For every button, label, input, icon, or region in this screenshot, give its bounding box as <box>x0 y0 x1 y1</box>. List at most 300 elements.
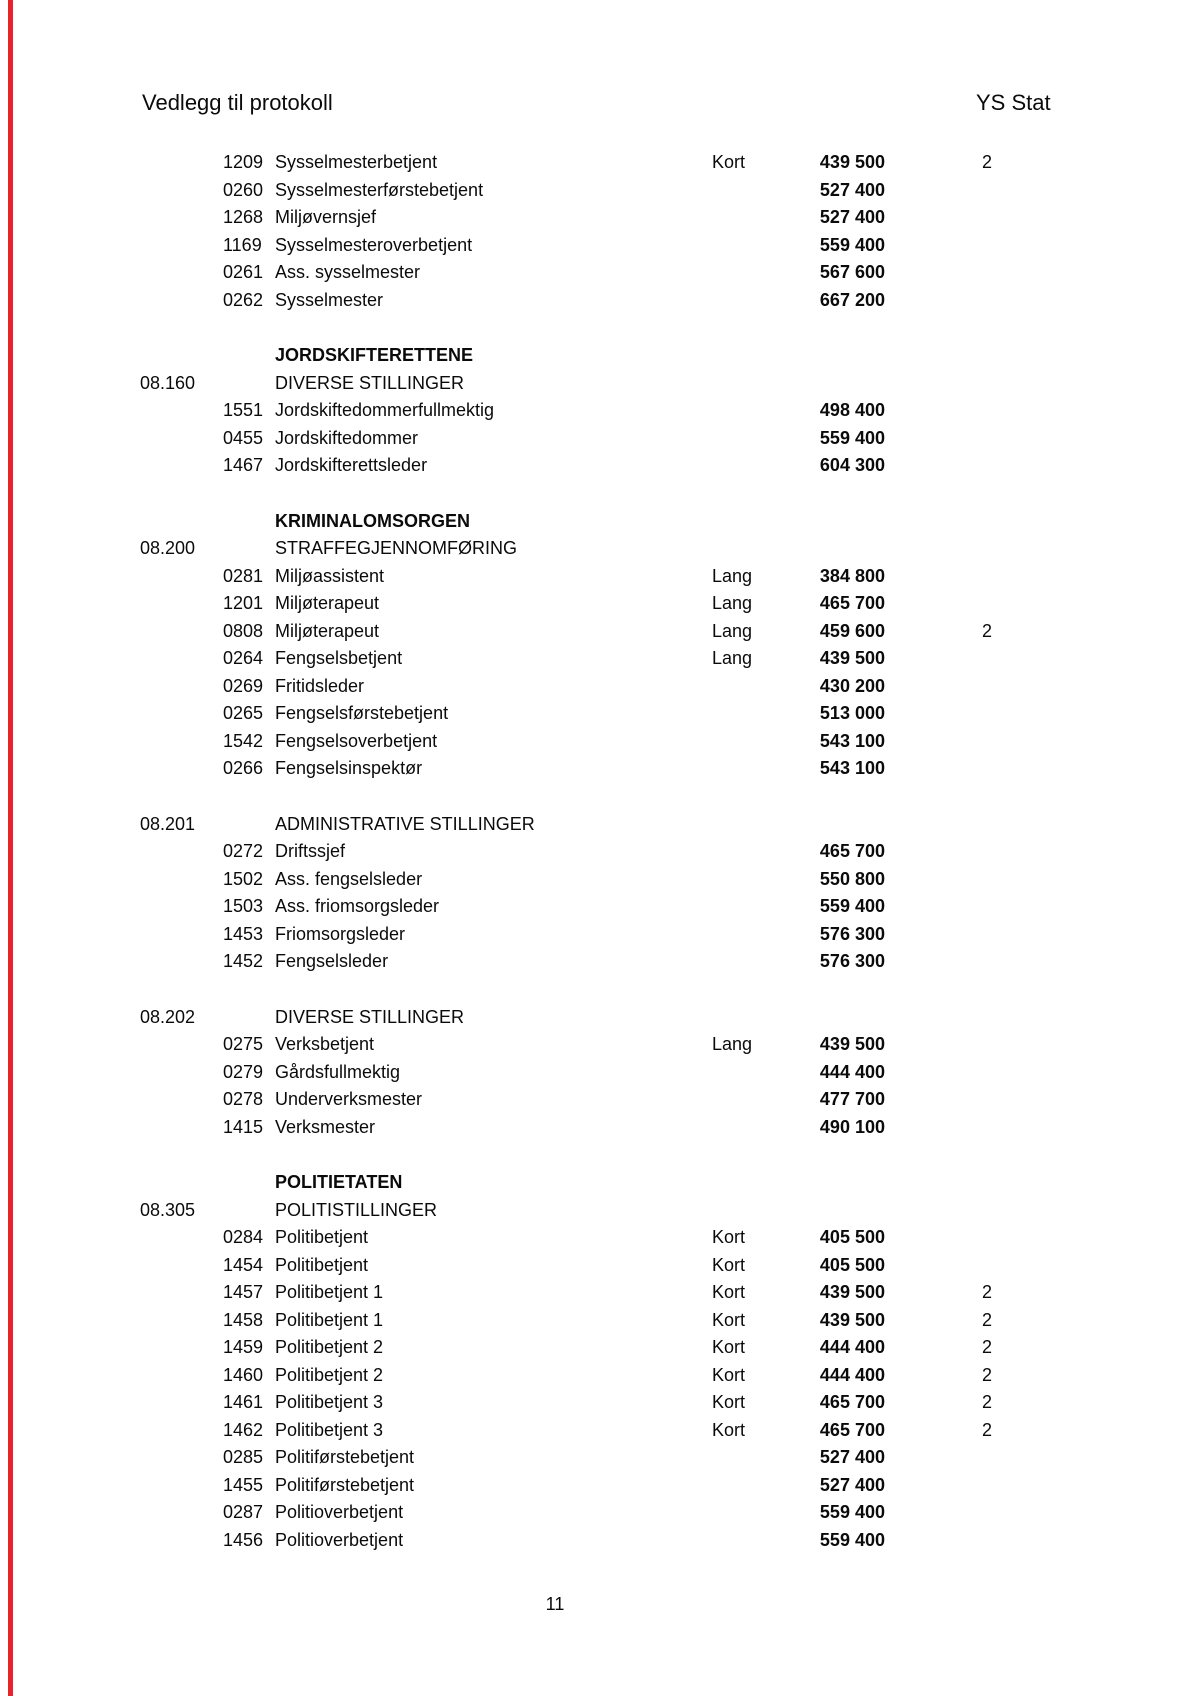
section-code-cell <box>140 452 223 480</box>
salary-amount: 465 700 <box>819 593 885 613</box>
table-row <box>140 259 1100 287</box>
section-heading: KRIMINALOMSORGEN <box>275 510 470 531</box>
position-code: 1462 <box>223 1419 264 1440</box>
position-code: 1461 <box>223 1392 264 1412</box>
note-value <box>885 204 992 232</box>
note-value <box>885 1499 992 1527</box>
tariff-type <box>712 177 770 205</box>
note-value <box>885 177 992 205</box>
salary-amount: 559 400 <box>819 1502 885 1522</box>
section-code-cell <box>140 866 223 894</box>
tariff-type <box>712 259 770 287</box>
position-code-cell <box>223 370 275 398</box>
position-title: Miljøterapeut <box>275 593 380 613</box>
note-value: 2 <box>981 1364 992 1385</box>
table-row <box>140 1527 1100 1555</box>
position-code: 0279 <box>223 1061 264 1082</box>
position-title: Fengselsinspektør <box>275 758 423 778</box>
position-title: Politiførstebetjent <box>275 1474 415 1495</box>
salary-amount: 513 000 <box>819 703 885 723</box>
position-code: 0285 <box>223 1447 264 1467</box>
position-title: Sysselmesterførstebetjent <box>275 179 484 200</box>
page-footer <box>0 1594 1110 1615</box>
tariff-type: Kort <box>712 1337 746 1357</box>
section-subheading: DIVERSE STILLINGER <box>275 372 465 393</box>
section-code-cell <box>140 177 223 205</box>
position-code-cell <box>223 1169 275 1197</box>
table-row <box>140 893 1100 921</box>
table-row <box>140 1444 1100 1472</box>
position-title: Fengselsleder <box>275 951 389 971</box>
tariff-type <box>712 1059 770 1087</box>
section-code-cell <box>140 948 223 976</box>
table-row <box>140 1086 1100 1114</box>
position-title: Jordskifterettsleder <box>275 455 428 475</box>
section-subheading-row <box>140 370 1100 398</box>
salary-amount: 439 500 <box>819 152 885 172</box>
position-title: Politibetjent 2 <box>275 1364 384 1385</box>
table-row <box>140 1499 1100 1527</box>
position-code: 0260 <box>223 179 264 200</box>
position-title: Politiførstebetjent <box>275 1447 415 1467</box>
section-code-cell <box>140 1279 223 1307</box>
position-code: 0287 <box>223 1502 264 1522</box>
table-section <box>140 342 1100 480</box>
salary-amount: 439 500 <box>819 1282 885 1302</box>
salary-amount: 384 800 <box>819 565 885 586</box>
position-code: 1503 <box>223 896 264 916</box>
table-row <box>140 177 1100 205</box>
tariff-type: Kort <box>712 1364 746 1385</box>
note-value: 2 <box>981 1392 992 1412</box>
note-value <box>885 452 992 480</box>
position-code: 1551 <box>223 400 264 420</box>
note-value <box>885 590 992 618</box>
position-code-cell <box>223 1004 275 1032</box>
table-row <box>140 1417 1100 1445</box>
section-code-cell <box>140 645 223 673</box>
table-row <box>140 1031 1100 1059</box>
page-number: 11 <box>545 1594 565 1614</box>
position-code-cell <box>223 1197 275 1225</box>
position-code: 1453 <box>223 923 264 944</box>
table-row <box>140 1114 1100 1142</box>
table-row <box>140 1334 1100 1362</box>
salary-amount: 559 400 <box>819 896 885 916</box>
section-code-cell <box>140 259 223 287</box>
tariff-type: Kort <box>712 1282 746 1302</box>
table-section <box>140 1169 1100 1554</box>
table-section <box>140 149 1100 314</box>
salary-amount: 444 400 <box>819 1061 885 1082</box>
tariff-type: Kort <box>712 1227 746 1247</box>
position-title: Sysselmesterbetjent <box>275 152 438 172</box>
table-row <box>140 1224 1100 1252</box>
position-title: Jordskiftedommerfullmektig <box>275 400 495 420</box>
position-code: 1454 <box>223 1254 264 1275</box>
section-code-cell <box>140 838 223 866</box>
note-value <box>885 1059 992 1087</box>
section-code-cell <box>140 287 223 315</box>
tariff-type <box>712 728 770 756</box>
section-code-cell <box>140 1059 223 1087</box>
position-code: 1169 <box>223 234 262 255</box>
note-value <box>885 948 992 976</box>
position-title: Politibetjent 2 <box>275 1337 384 1357</box>
note-value: 2 <box>981 1419 992 1440</box>
table-row <box>140 563 1100 591</box>
note-value <box>885 838 992 866</box>
table-row <box>140 838 1100 866</box>
position-title: Miljøassistent <box>275 565 385 586</box>
section-code-cell <box>140 204 223 232</box>
section-code-cell <box>140 563 223 591</box>
section-code-cell <box>140 1362 223 1390</box>
section-code: 08.201 <box>140 813 196 834</box>
position-code: 0808 <box>223 620 264 641</box>
salary-amount: 527 400 <box>819 1474 885 1495</box>
section-code-cell <box>140 1252 223 1280</box>
table-row <box>140 1059 1100 1087</box>
salary-amount: 405 500 <box>819 1254 885 1275</box>
position-title: Fengselsoverbetjent <box>275 730 438 751</box>
note-value: 2 <box>981 1337 992 1357</box>
tariff-type <box>712 1499 770 1527</box>
note-value <box>885 259 992 287</box>
section-code-cell <box>140 1444 223 1472</box>
salary-amount: 550 800 <box>819 868 885 889</box>
note-value <box>885 287 992 315</box>
note-value <box>885 1086 992 1114</box>
tariff-type <box>712 204 770 232</box>
salary-amount: 576 300 <box>819 951 885 971</box>
table-row <box>140 590 1100 618</box>
table-row <box>140 149 1100 177</box>
salary-amount: 430 200 <box>819 675 885 696</box>
tariff-type <box>712 921 770 949</box>
position-title: Fengselsførstebetjent <box>275 703 449 723</box>
position-code: 0266 <box>223 758 264 778</box>
salary-amount: 559 400 <box>819 1529 885 1550</box>
note-value <box>885 921 992 949</box>
table-row <box>140 425 1100 453</box>
table-section <box>140 508 1100 783</box>
table-row <box>140 921 1100 949</box>
table-row <box>140 287 1100 315</box>
position-title: Ass. fengselsleder <box>275 868 423 889</box>
section-heading: POLITIETATEN <box>275 1172 403 1192</box>
position-title: Politioverbetjent <box>275 1529 404 1550</box>
position-title: Fengselsbetjent <box>275 648 403 668</box>
position-code: 1467 <box>223 455 264 475</box>
salary-amount: 439 500 <box>819 1034 885 1054</box>
tariff-type <box>712 397 770 425</box>
note-value <box>885 893 992 921</box>
salary-amount: 465 700 <box>819 1419 885 1440</box>
tariff-type: Kort <box>712 1419 746 1440</box>
section-subheading-row <box>140 811 1100 839</box>
position-code: 1458 <box>223 1309 264 1330</box>
table-row <box>140 452 1100 480</box>
tariff-type <box>712 673 770 701</box>
salary-amount: 439 500 <box>819 648 885 668</box>
tariff-type: Kort <box>712 1309 746 1330</box>
position-title: Friomsorgsleder <box>275 923 406 944</box>
table-row <box>140 1279 1100 1307</box>
position-title: Politibetjent 1 <box>275 1309 384 1330</box>
section-subheading: DIVERSE STILLINGER <box>275 1006 465 1027</box>
table-row <box>140 1252 1100 1280</box>
section-heading: JORDSKIFTERETTENE <box>275 345 474 365</box>
section-heading-row <box>140 342 1100 370</box>
position-title: Driftssjef <box>275 841 346 861</box>
salary-amount: 559 400 <box>819 427 885 448</box>
tariff-type <box>712 893 770 921</box>
note-value <box>885 232 992 260</box>
salary-amount: 527 400 <box>819 207 885 227</box>
position-title: Verksbetjent <box>275 1034 375 1054</box>
position-title: Politibetjent 1 <box>275 1282 384 1302</box>
section-code: 08.200 <box>140 538 196 558</box>
salary-amount: 465 700 <box>819 1392 885 1412</box>
tariff-type <box>712 866 770 894</box>
section-code-cell <box>140 1114 223 1142</box>
table-row <box>140 232 1100 260</box>
position-code-cell <box>223 508 275 536</box>
position-title: Ass. sysselmester <box>275 262 421 282</box>
section-code-cell <box>140 893 223 921</box>
table-row <box>140 700 1100 728</box>
tariff-type <box>712 700 770 728</box>
table-row <box>140 1472 1100 1500</box>
salary-amount: 444 400 <box>819 1364 885 1385</box>
table-row <box>140 866 1100 894</box>
note-value <box>885 1031 992 1059</box>
position-title: Underverksmester <box>275 1089 423 1109</box>
section-code-cell <box>140 1086 223 1114</box>
position-code: 1457 <box>223 1282 264 1302</box>
section-code-cell <box>140 508 223 536</box>
position-title: Politibetjent 3 <box>275 1419 384 1440</box>
salary-amount: 604 300 <box>819 455 885 475</box>
tariff-type: Lang <box>712 648 753 668</box>
left-margin-stripe <box>8 0 13 1696</box>
tariff-type: Lang <box>712 565 753 586</box>
position-title: Politioverbetjent <box>275 1502 404 1522</box>
salary-amount: 490 100 <box>819 1116 885 1137</box>
position-code: 0284 <box>223 1227 264 1247</box>
position-title: Politibetjent <box>275 1254 369 1275</box>
position-code: 1460 <box>223 1364 264 1385</box>
tariff-type <box>712 1444 770 1472</box>
section-heading-row <box>140 508 1100 536</box>
position-code: 0265 <box>223 703 264 723</box>
position-code: 0261 <box>223 262 264 282</box>
section-subheading-row <box>140 1197 1100 1225</box>
section-code: 08.305 <box>140 1199 196 1220</box>
table-row <box>140 1389 1100 1417</box>
note-value <box>885 1444 992 1472</box>
section-subheading: ADMINISTRATIVE STILLINGER <box>275 813 535 834</box>
position-code: 0281 <box>223 565 264 586</box>
section-code-cell <box>140 590 223 618</box>
section-code-cell <box>140 1527 223 1555</box>
table-section <box>140 811 1100 976</box>
tariff-type <box>712 1086 770 1114</box>
salary-amount: 439 500 <box>819 1309 885 1330</box>
document-header-org: YS Stat <box>976 90 1051 115</box>
section-code: 08.160 <box>140 372 196 393</box>
table-row <box>140 204 1100 232</box>
section-heading-row <box>140 1169 1100 1197</box>
table-row <box>140 1307 1100 1335</box>
position-title: Ass. friomsorgsleder <box>275 896 440 916</box>
position-code-cell <box>223 342 275 370</box>
section-code-cell <box>140 342 223 370</box>
section-code-cell <box>140 149 223 177</box>
note-value <box>885 397 992 425</box>
section-code-cell <box>140 1169 223 1197</box>
tariff-type <box>712 232 770 260</box>
salary-amount: 543 100 <box>819 758 885 778</box>
position-code: 1201 <box>223 593 264 613</box>
section-subheading-row <box>140 535 1100 563</box>
section-subheading-row <box>140 1004 1100 1032</box>
note-value <box>885 755 992 783</box>
salary-amount: 498 400 <box>819 400 885 420</box>
section-code-cell <box>140 1389 223 1417</box>
note-value <box>885 673 992 701</box>
position-code: 1459 <box>223 1337 264 1357</box>
note-value <box>885 1527 992 1555</box>
table-row <box>140 673 1100 701</box>
position-code: 0269 <box>223 675 264 696</box>
section-code-cell <box>140 673 223 701</box>
tariff-type <box>712 1114 770 1142</box>
note-value: 2 <box>981 1282 992 1302</box>
note-value <box>885 563 992 591</box>
salary-amount: 576 300 <box>819 923 885 944</box>
position-code: 1268 <box>223 207 264 227</box>
table-row <box>140 1362 1100 1390</box>
document-header-title: Vedlegg til protokoll <box>142 90 333 115</box>
section-code: 08.202 <box>140 1006 196 1027</box>
table-row <box>140 645 1100 673</box>
note-value <box>885 1472 992 1500</box>
position-code-cell <box>223 811 275 839</box>
section-code-cell <box>140 397 223 425</box>
position-code: 1452 <box>223 951 264 971</box>
section-code-cell <box>140 921 223 949</box>
position-code: 0264 <box>223 648 264 668</box>
position-code: 1456 <box>223 1529 264 1550</box>
tariff-type: Lang <box>712 1034 753 1054</box>
section-code-cell <box>140 425 223 453</box>
section-code-cell <box>140 1031 223 1059</box>
position-title: Sysselmesteroverbetjent <box>275 234 473 255</box>
tariff-type: Kort <box>712 1254 746 1275</box>
section-code-cell <box>140 618 223 646</box>
tariff-type <box>712 838 770 866</box>
position-code: 0272 <box>223 841 264 861</box>
position-title: Jordskiftedommer <box>275 427 419 448</box>
note-value <box>885 1114 992 1142</box>
salary-amount: 477 700 <box>819 1089 885 1109</box>
section-subheading: STRAFFEGJENNOMFØRING <box>275 538 517 558</box>
tariff-type: Kort <box>712 1392 746 1412</box>
note-value <box>885 1252 992 1280</box>
salary-amount: 459 600 <box>819 620 885 641</box>
section-code-cell <box>140 1417 223 1445</box>
salary-table <box>140 149 1100 1554</box>
position-code: 1542 <box>223 730 264 751</box>
tariff-type <box>712 425 770 453</box>
position-title: Verksmester <box>275 1116 376 1137</box>
section-code-cell <box>140 728 223 756</box>
salary-amount: 465 700 <box>819 841 885 861</box>
note-value <box>885 645 992 673</box>
position-code: 0262 <box>223 289 264 310</box>
tariff-type <box>712 948 770 976</box>
position-title: Gårdsfullmektig <box>275 1061 401 1082</box>
position-code: 0455 <box>223 427 264 448</box>
section-code-cell <box>140 1224 223 1252</box>
table-row <box>140 397 1100 425</box>
tariff-type <box>712 1472 770 1500</box>
tariff-type: Kort <box>712 152 746 172</box>
position-title: Miljøterapeut <box>275 620 380 641</box>
position-code: 1455 <box>223 1474 264 1495</box>
salary-amount: 527 400 <box>819 1447 885 1467</box>
section-code-cell <box>140 1472 223 1500</box>
note-value: 2 <box>981 1309 992 1330</box>
position-title: Politibetjent <box>275 1227 369 1247</box>
section-code-cell <box>140 700 223 728</box>
section-subheading: POLITISTILLINGER <box>275 1199 438 1220</box>
note-value: 2 <box>981 152 992 172</box>
position-code: 1415 <box>223 1116 264 1137</box>
salary-amount: 543 100 <box>819 730 885 751</box>
section-code-cell <box>140 1334 223 1362</box>
tariff-type <box>712 755 770 783</box>
position-code: 1502 <box>223 868 264 889</box>
position-code: 0275 <box>223 1034 264 1054</box>
section-code-cell <box>140 755 223 783</box>
position-code-cell <box>223 535 275 563</box>
table-row <box>140 948 1100 976</box>
table-section <box>140 1004 1100 1142</box>
salary-amount: 667 200 <box>819 289 885 310</box>
note-value <box>885 1224 992 1252</box>
tariff-type <box>712 287 770 315</box>
tariff-type: Lang <box>712 593 753 613</box>
salary-amount: 405 500 <box>819 1227 885 1247</box>
section-code-cell <box>140 232 223 260</box>
salary-amount: 527 400 <box>819 179 885 200</box>
tariff-type <box>712 1527 770 1555</box>
position-title: Miljøvernsjef <box>275 207 377 227</box>
table-row <box>140 728 1100 756</box>
position-code: 0278 <box>223 1089 264 1109</box>
position-title: Sysselmester <box>275 289 384 310</box>
salary-amount: 444 400 <box>819 1337 885 1357</box>
section-code-cell <box>140 1499 223 1527</box>
tariff-type: Lang <box>712 620 753 641</box>
section-code-cell <box>140 1307 223 1335</box>
salary-amount: 559 400 <box>819 234 885 255</box>
note-value: 2 <box>981 620 992 641</box>
note-value <box>885 728 992 756</box>
